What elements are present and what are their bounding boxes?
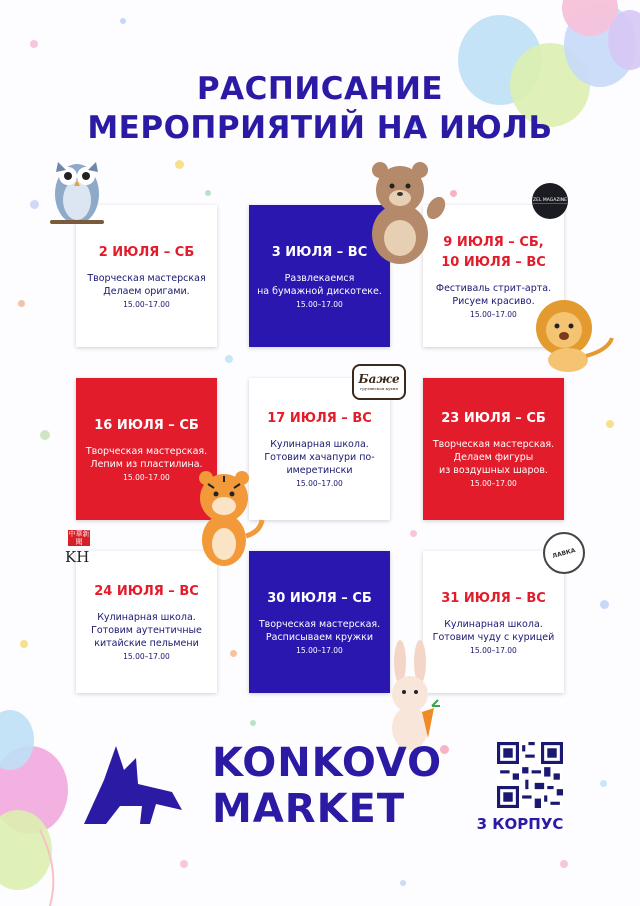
event-time: 15.00–17.00 [470, 479, 517, 488]
partner-logo-lavka [543, 532, 585, 574]
brand-line-1: KONKOVO [212, 740, 443, 786]
page-title [0, 70, 640, 148]
bear-icon [362, 160, 448, 268]
event-time: 15.00–17.00 [470, 645, 517, 655]
event-card-7 [76, 551, 217, 693]
bunny-icon [382, 640, 442, 752]
event-description: Кулинарная школа. Готовим аутентичные китайские пельмени [91, 612, 202, 649]
event-description: Творческая мастерская. Лепим из пластилина. [85, 445, 208, 470]
event-time: 15.00–17.00 [296, 299, 343, 309]
event-card-8 [249, 551, 390, 693]
event-card-9 [423, 551, 564, 693]
fox-logo-icon [76, 740, 186, 830]
partner-logo-bazhe [352, 364, 406, 400]
event-description: Развлекаемся на бумажной дискотеке. [257, 272, 382, 297]
building-label: 3 КОРПУС [476, 815, 564, 833]
brand-name [212, 740, 442, 832]
event-date: 16 ИЮЛЯ – СБ [94, 417, 199, 433]
event-time: 15.00–17.00 [123, 652, 170, 661]
event-date: 31 ИЮЛЯ – ВС [441, 590, 546, 606]
event-description: Фестиваль стрит-арта. Рисуем красиво. [435, 282, 552, 307]
event-time: 15.00–17.00 [470, 309, 517, 319]
event-description: Творческая мастерская. Расписываем кружки [258, 618, 381, 643]
event-description: Творческая мастерская. Делаем фигуры из воздушных шаров. [432, 439, 555, 476]
title-line-2: МЕРОПРИЯТИЙ НА ИЮЛЬ [87, 110, 553, 146]
event-date: 9 ИЮЛЯ – СБ, 10 ИЮЛЯ – ВС [441, 234, 546, 270]
event-time: 15.00–17.00 [123, 299, 170, 309]
partner-logo-text: ZEL MAGAZINE [533, 198, 567, 203]
event-time: 15.00–17.00 [296, 479, 343, 488]
title-line-1: РАСПИСАНИЕ [196, 71, 444, 107]
event-description: Кулинарная школа. Готовим хачапури по- имеретински [264, 439, 375, 476]
partner-logo-dark [532, 183, 568, 219]
event-description: Творческая мастерская Делаем оригами. [87, 272, 206, 297]
event-date: 3 ИЮЛЯ – ВС [271, 244, 368, 260]
event-time: 15.00–17.00 [296, 645, 343, 655]
event-description: Кулинарная школа. Готовим чуду с курицей [432, 618, 555, 643]
qr-code-icon[interactable] [497, 742, 563, 808]
partner-logo-text: ЛАВКА [551, 546, 577, 560]
event-date: 2 ИЮЛЯ – СБ [98, 244, 195, 260]
event-date: 23 ИЮЛЯ – СБ [441, 411, 546, 426]
event-date: 24 ИЮЛЯ – ВС [94, 584, 199, 599]
event-time: 15.00–17.00 [123, 472, 170, 482]
lion-icon [524, 294, 618, 376]
tiger-icon [186, 466, 266, 570]
partner-logo-text: Баже [358, 372, 400, 386]
event-date: 30 ИЮЛЯ – СБ [267, 590, 372, 606]
event-date: 17 ИЮЛЯ – ВС [267, 411, 372, 426]
brand-line-2: MARKET [212, 786, 406, 832]
partner-logo-subtext: грузинская кухня [360, 386, 398, 391]
partner-logo-text: KH [65, 548, 90, 566]
partner-logo-chinese: 中華新聞 [68, 530, 90, 546]
partner-logo-kh [62, 530, 96, 576]
owl-icon [44, 150, 110, 230]
event-card-6 [423, 378, 564, 520]
